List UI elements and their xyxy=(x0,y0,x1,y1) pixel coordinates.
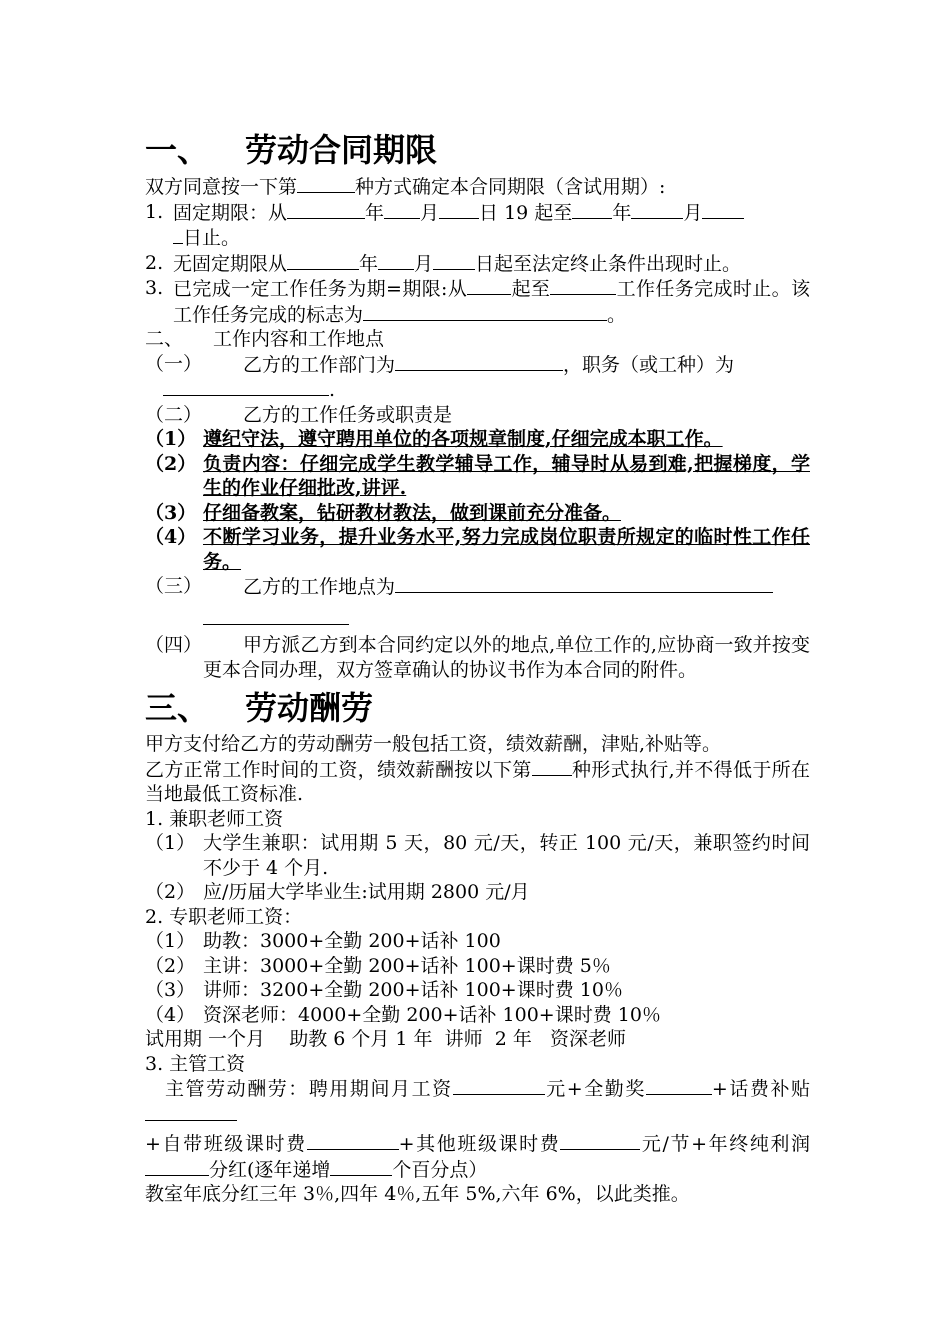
duty-text: 不断学习业务，提升业务水平,努力完成岗位职责所规定的临时性工作任务。 xyxy=(203,526,810,573)
duty-number: （2） xyxy=(145,452,197,475)
item-number: （4） xyxy=(145,1003,196,1026)
para-text: 分红(逐年递增 xyxy=(209,1158,331,1181)
section3-number: 三、 xyxy=(145,689,210,727)
blank-field[interactable] xyxy=(287,200,365,219)
blank-field[interactable] xyxy=(453,1076,545,1095)
item-number: （2） xyxy=(145,881,196,903)
duty-number: （3） xyxy=(145,501,197,524)
blank-field[interactable] xyxy=(363,302,607,321)
manager-pay-cont xyxy=(145,1131,810,1182)
intro-text-b: 种方式确定本合同期限（含试用期）: xyxy=(355,176,666,198)
item-text: 讲师：3200+全勤 200+话补 100+课时费 10％ xyxy=(203,979,623,1001)
item-number: 1. xyxy=(145,200,164,223)
para-text: 个百分点） xyxy=(392,1158,488,1181)
para-body xyxy=(203,352,810,403)
pay-form xyxy=(145,757,810,807)
item-text: 月 xyxy=(420,201,440,224)
item-text: 日起至法定终止条件出现时止。 xyxy=(475,252,742,275)
item-text: 资深老师：4000+全勤 200+话补 100+课时费 10％ xyxy=(203,1003,661,1026)
work-location xyxy=(145,574,810,631)
work-dept xyxy=(145,352,810,403)
para-label: （四） xyxy=(145,634,203,656)
para-text: 元/节+年终纯利润 xyxy=(640,1133,811,1155)
duty-item xyxy=(145,427,810,452)
para-text: 乙方的工作部门为 xyxy=(243,353,396,376)
item-text: 。 xyxy=(607,303,627,326)
duty-item xyxy=(145,501,810,526)
duty-text: 仔细备教案，钻研教材教法，做到课前充分准备。 xyxy=(203,501,622,524)
manager-pay xyxy=(145,1076,810,1127)
duty-item xyxy=(145,525,810,574)
blank-field[interactable] xyxy=(702,200,744,219)
item-text: 无固定期限从 xyxy=(173,252,288,275)
para-text: +自带班级课时费 xyxy=(145,1133,307,1155)
item-body xyxy=(173,200,810,251)
work-offsite xyxy=(145,633,810,682)
para-text: +其他班级课时费 xyxy=(398,1133,561,1155)
blank-field[interactable] xyxy=(145,1102,237,1121)
blank-field[interactable] xyxy=(646,1076,712,1095)
item-text: 年 xyxy=(612,201,632,224)
section2-heading xyxy=(145,327,810,352)
parttime-item xyxy=(145,831,810,880)
blank-field[interactable] xyxy=(572,200,612,219)
item-body xyxy=(173,251,810,277)
contract-page xyxy=(145,128,810,1207)
item-text: 应/历届大学毕业生:试用期 2800 元/月 xyxy=(203,881,530,903)
blank-field[interactable] xyxy=(631,200,683,219)
parttime-title: 1. 兼职老师工资 xyxy=(145,807,284,830)
blank-field[interactable] xyxy=(307,1131,399,1150)
item-number: （2） xyxy=(145,954,196,977)
para-body xyxy=(203,574,810,631)
dept-blank[interactable] xyxy=(395,352,563,371)
section2-number: 二、 xyxy=(145,328,184,350)
item-text: 年 xyxy=(365,201,385,224)
para-text: 元+全勤奖 xyxy=(544,1078,646,1100)
location-blank[interactable] xyxy=(395,574,773,593)
section1-title: 劳动合同期限 xyxy=(245,131,438,169)
item-text: 固定期限：从 xyxy=(173,201,288,224)
blank-field[interactable] xyxy=(378,251,414,270)
blank-field[interactable] xyxy=(433,251,475,270)
intro-text-a: 双方同意按一下第 xyxy=(145,176,298,198)
item-text: 助教：3000+全勤 200+话补 100 xyxy=(203,930,501,952)
item-number: （1） xyxy=(145,832,196,854)
duty-text: 负责内容：仔细完成学生教学辅导工作，辅导时从易到难,把握梯度，学生的作业仔细批改,讲评. xyxy=(203,452,810,499)
parttime-item xyxy=(145,880,810,905)
para-body: 乙方的工作任务或职责是 xyxy=(243,403,453,426)
item-number: 2. xyxy=(145,251,164,274)
duty-number: （1） xyxy=(145,428,197,450)
blank-field[interactable] xyxy=(467,276,511,295)
item-number: （3） xyxy=(145,979,196,1001)
para-text: ，职务（或工种）为 xyxy=(563,353,735,376)
fulltime-item xyxy=(145,954,810,979)
para-text: 主管劳动酬劳：聘用期间月工资 xyxy=(165,1078,453,1100)
work-duties-intro xyxy=(145,403,810,428)
manager-title: 3. 主管工资 xyxy=(145,1052,246,1075)
blank-field[interactable] xyxy=(560,1131,640,1150)
section2-title: 工作内容和工作地点 xyxy=(213,328,385,350)
para-text: 种形式执行,并不得低于所在当地最低工资标准. xyxy=(145,758,810,805)
fulltime-item xyxy=(145,929,810,954)
blank-field[interactable] xyxy=(145,1157,209,1176)
item-body xyxy=(173,276,810,327)
fulltime-item xyxy=(145,978,810,1003)
item-text: 年 xyxy=(359,252,379,275)
para-text: . xyxy=(329,379,336,401)
pay-intro: 甲方支付给乙方的劳动酬劳一般包括工资，绩效薪酬，津贴,补贴等。 xyxy=(145,733,722,755)
location-blank[interactable] xyxy=(203,606,349,625)
blank-field[interactable] xyxy=(173,225,183,244)
section3-heading xyxy=(145,686,810,730)
item-text: 月 xyxy=(683,201,703,224)
item-number: （1） xyxy=(145,930,196,952)
blank-field[interactable] xyxy=(330,1157,392,1176)
item-text: 月 xyxy=(414,252,434,275)
item-text: 主讲：3000+全勤 200+话补 100+课时费 5％ xyxy=(203,954,611,977)
para-body: 甲方派乙方到本合同约定以外的地点,单位工作的,应协商一致并按变更本合同办理，双方签章确认的协议书作为本合同的附件。 xyxy=(203,634,810,681)
para-label: （三） xyxy=(145,575,203,597)
duty-text: 遵纪守法，遵守聘用单位的各项规章制度,仔细完成本职工作。 xyxy=(203,428,723,450)
duty-item xyxy=(145,452,810,501)
section1-number: 一、 xyxy=(145,131,210,169)
section1-heading xyxy=(145,128,810,172)
item-text: 起至 xyxy=(511,278,551,300)
item-text: 日 19 起至 xyxy=(479,201,573,224)
item-text: 工作任务完成时止。该工作任务完成的标志为 xyxy=(173,278,810,326)
section3-title: 劳动酬劳 xyxy=(245,689,374,727)
blank-field[interactable] xyxy=(439,200,479,219)
blank-field[interactable] xyxy=(287,251,359,270)
term-item-2 xyxy=(145,251,810,277)
fulltime-title: 2. 专职老师工资： xyxy=(145,905,303,928)
term-item-1 xyxy=(145,200,810,251)
annual-bonus: 教室年底分红三年 3％,四年 4％,五年 5%,六年 6%，以此类推。 xyxy=(145,1183,690,1205)
section1-intro xyxy=(145,174,810,200)
item-number: 3. xyxy=(145,277,164,299)
fulltime-item xyxy=(145,1003,810,1028)
para-text: 乙方的工作地点为 xyxy=(243,576,396,598)
para-label: （二） xyxy=(145,403,203,426)
item-text: 日止。 xyxy=(183,227,241,249)
blank-field[interactable] xyxy=(297,174,355,193)
position-blank[interactable] xyxy=(163,377,329,396)
para-text: +话费补贴 xyxy=(711,1078,811,1100)
item-text: 已完成一定工作任务为期=期限:从 xyxy=(173,278,468,300)
blank-field[interactable] xyxy=(384,200,420,219)
blank-field[interactable] xyxy=(532,757,572,776)
para-label: （一） xyxy=(145,352,203,375)
para-text: 乙方正常工作时间的工资，绩效薪酬按以下第 xyxy=(145,758,532,781)
item-text: 大学生兼职：试用期 5 天，80 元/天，转正 100 元/天，兼职签约时间不少于 4 个月. xyxy=(203,832,810,879)
term-item-3 xyxy=(145,276,810,327)
blank-field[interactable] xyxy=(550,276,616,295)
duty-number: （4） xyxy=(145,526,197,548)
trial-period: 试用期 一个月 助教 6 个月 1 年 讲师 2 年 资深老师 xyxy=(145,1028,626,1050)
